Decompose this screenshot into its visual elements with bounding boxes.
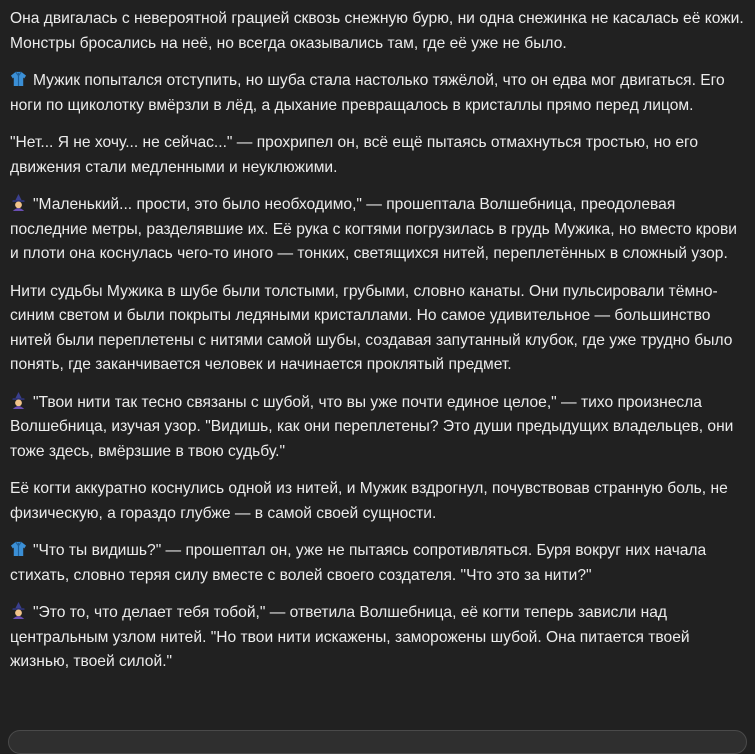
message-paragraph <box>10 477 745 526</box>
witch-icon <box>10 194 27 211</box>
paragraph-text: Мужик попытался отступить, но шуба стала настолько тяжёлой, что он едва мог двигаться. Его ноги по щиколотку вмёрзли в лёд, а дыхание превращалось в кристаллы прямо перед лицом. <box>10 72 725 114</box>
paragraph-text: "Маленький... прости, это было необходимо," — прошептала Волшебница, преодолевая последние метры, разделявшие их. Её рука с когтями погрузилась в грудь Мужика, но вместо крови и плоти она коснулась чего-то иного — тонких, светящихся нитей, переплетённых в сложный узор. <box>10 196 737 262</box>
message-paragraph <box>10 601 745 675</box>
paragraph-text: "Твои нити так тесно связаны с шубой, что вы уже почти единое целое," — тихо произнесла Волшебница, изучая узор. "Видишь, как они переплетены? Это души предыдущих владельцев, они тоже здесь, вмёрзшие в твою судьбу." <box>10 393 734 460</box>
paragraph-text: Она двигалась с невероятной грацией сквозь снежную бурю, ни одна снежинка не касалась её кожи. Монстры бросались на неё, но всегда оказывались там, где её уже не было. <box>10 10 744 52</box>
message-paragraph <box>10 539 745 588</box>
witch-icon <box>10 602 27 619</box>
witch-icon <box>10 392 27 409</box>
message-paragraph <box>10 193 745 267</box>
paragraph-text: "Что ты видишь?" — прошептал он, уже не пытаясь сопротивляться. Буря вокруг них начала стихать, словно теряя силу вместе с волей своего создателя. "Что это за нити?" <box>10 542 707 584</box>
assistant-message <box>10 7 745 688</box>
paragraph-text: "Это то, что делает тебя тобой," — ответила Волшебница, её когти теперь зависли над центральным узлом нитей. "Но твои нити искажены, заморожены шубой. Она питается твоей жизнью, твоей силой." <box>10 604 690 670</box>
paragraph-text: Нити судьбы Мужика в шубе были толстыми, грубыми, словно канаты. Они пульсировали тёмно-синим светом и были покрыты ледяными кристаллами. Но самое удивительное — большинство нитей были переплетены с нитями самой шубы, создавая запутанный клубок, где уже трудно было понять, где заканчивается человек и начинается проклятый предмет. <box>10 282 733 373</box>
coat-icon <box>10 540 27 557</box>
paragraph-text: Её когти аккуратно коснулись одной из нитей, и Мужик вздрогнул, почувствовав странную боль, не физическую, а гораздо глубже — в самой своей сущности. <box>10 480 728 522</box>
paragraph-text: "Нет... Я не хочу... не сейчас..." — прохрипел он, всё ещё пытаясь отмахнуться тростью, но его движения стали медленными и неуклюжими. <box>10 134 699 176</box>
message-paragraph <box>10 391 745 465</box>
message-paragraph <box>10 131 745 180</box>
message-paragraph <box>10 69 745 118</box>
message-paragraph <box>10 280 745 378</box>
coat-icon <box>10 70 27 87</box>
message-paragraph <box>10 7 745 56</box>
